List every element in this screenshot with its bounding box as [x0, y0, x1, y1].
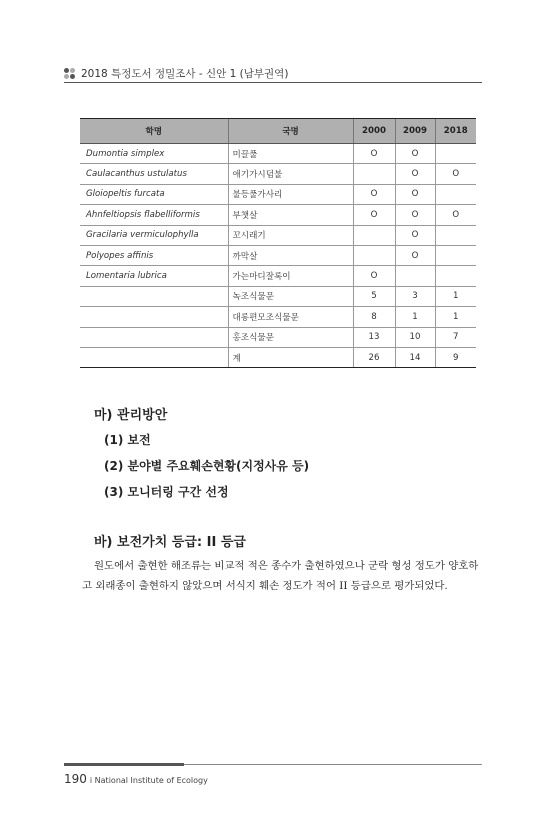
scientific-name-cell — [80, 286, 228, 306]
table-row — [80, 347, 476, 367]
table-row — [80, 286, 476, 306]
year-2009-cell: 14 — [395, 347, 435, 367]
korean-name-cell: 꼬시래기 — [228, 225, 353, 245]
page-number: 190 — [64, 772, 87, 786]
scientific-name-cell — [80, 347, 228, 367]
year-2000-cell: 8 — [353, 307, 395, 327]
scientific-name-cell: Gracilaria vermiculophylla — [80, 225, 228, 245]
year-2000-cell: O — [353, 184, 395, 204]
year-2018-cell — [435, 144, 476, 164]
year-2018-cell — [435, 184, 476, 204]
scientific-name-cell — [80, 327, 228, 347]
year-2009-cell: O — [395, 205, 435, 225]
scientific-name-cell: Polyopes affinis — [80, 245, 228, 265]
year-2009-cell: 10 — [395, 327, 435, 347]
table-row — [80, 144, 476, 164]
year-2018-cell: 7 — [435, 327, 476, 347]
table-row — [80, 205, 476, 225]
table-row — [80, 184, 476, 204]
korean-name-cell: 계 — [228, 347, 353, 367]
footer-accent-bar — [64, 763, 184, 766]
year-2000-cell: 5 — [353, 286, 395, 306]
korean-name-cell: 부챗살 — [228, 205, 353, 225]
table-row — [80, 327, 476, 347]
column-header: 2009 — [395, 119, 435, 144]
scientific-name-cell: Lomentaria lubrica — [80, 266, 228, 286]
korean-name-cell: 미끌풀 — [228, 144, 353, 164]
year-2018-cell: 1 — [435, 307, 476, 327]
year-2018-cell — [435, 225, 476, 245]
korean-name-cell: 애기가시덤불 — [228, 164, 353, 184]
year-2018-cell — [435, 245, 476, 265]
year-2009-cell: O — [395, 245, 435, 265]
year-2018-cell: 9 — [435, 347, 476, 367]
column-header: 2000 — [353, 119, 395, 144]
scientific-name-cell: Gloiopeltis furcata — [80, 184, 228, 204]
scientific-name-cell: Dumontia simplex — [80, 144, 228, 164]
scientific-name-cell: Ahnfeltiopsis flabelliformis — [80, 205, 228, 225]
page-footer — [64, 772, 208, 786]
management-item: (2) 분야별 주요훼손현황(지정사유 등) — [104, 459, 310, 473]
management-item: (1) 보전 — [104, 433, 151, 447]
year-2000-cell — [353, 164, 395, 184]
year-2009-cell: 1 — [395, 307, 435, 327]
column-header: 학명 — [80, 119, 228, 144]
korean-name-cell: 대롱편모조식물문 — [228, 307, 353, 327]
year-2000-cell: 13 — [353, 327, 395, 347]
table-row — [80, 307, 476, 327]
year-2000-cell: 26 — [353, 347, 395, 367]
table-row — [80, 245, 476, 265]
year-2018-cell: 1 — [435, 286, 476, 306]
section-title-conservation-value: 바) 보전가치 등급: II 등급 — [94, 535, 246, 550]
conservation-value-paragraph: 원도에서 출현한 해조류는 비교적 적은 종수가 출현하였으나 군락 형성 정도가 양호하고 외래종이 출현하지 않았으며 서식지 훼손 정도가 적어 II 등급으로 평가되었다. — [82, 560, 479, 592]
year-2009-cell: O — [395, 144, 435, 164]
year-2018-cell: O — [435, 205, 476, 225]
section-title-management: 마) 관리방안 — [94, 408, 168, 423]
footer-publisher: i National Institute of Ecology — [89, 776, 208, 785]
table-row — [80, 266, 476, 286]
header-divider — [64, 82, 482, 83]
column-header: 2018 — [435, 119, 476, 144]
year-2009-cell: O — [395, 164, 435, 184]
year-2000-cell — [353, 245, 395, 265]
year-2000-cell: O — [353, 144, 395, 164]
running-header — [64, 66, 484, 80]
korean-name-cell: 가는마디잘록이 — [228, 266, 353, 286]
year-2000-cell: O — [353, 266, 395, 286]
management-item: (3) 모니터링 구간 선정 — [104, 485, 229, 499]
korean-name-cell: 홍조식물문 — [228, 327, 353, 347]
seaweed-species-table — [80, 118, 476, 368]
korean-name-cell: 불등풀가사리 — [228, 184, 353, 204]
year-2009-cell: O — [395, 184, 435, 204]
scientific-name-cell: Caulacanthus ustulatus — [80, 164, 228, 184]
year-2009-cell: 3 — [395, 286, 435, 306]
scientific-name-cell — [80, 307, 228, 327]
table-row — [80, 225, 476, 245]
korean-name-cell: 까막살 — [228, 245, 353, 265]
bullet-dots-icon — [64, 68, 75, 79]
table-header-row — [80, 119, 476, 144]
year-2000-cell — [353, 225, 395, 245]
column-header: 국명 — [228, 119, 353, 144]
year-2018-cell: O — [435, 164, 476, 184]
year-2000-cell: O — [353, 205, 395, 225]
year-2018-cell — [435, 266, 476, 286]
table-row — [80, 164, 476, 184]
korean-name-cell: 녹조식물문 — [228, 286, 353, 306]
year-2009-cell: O — [395, 225, 435, 245]
year-2009-cell — [395, 266, 435, 286]
running-header-text: 2018 특정도서 정밀조사 - 신안 1 (남부권역) — [81, 67, 289, 80]
